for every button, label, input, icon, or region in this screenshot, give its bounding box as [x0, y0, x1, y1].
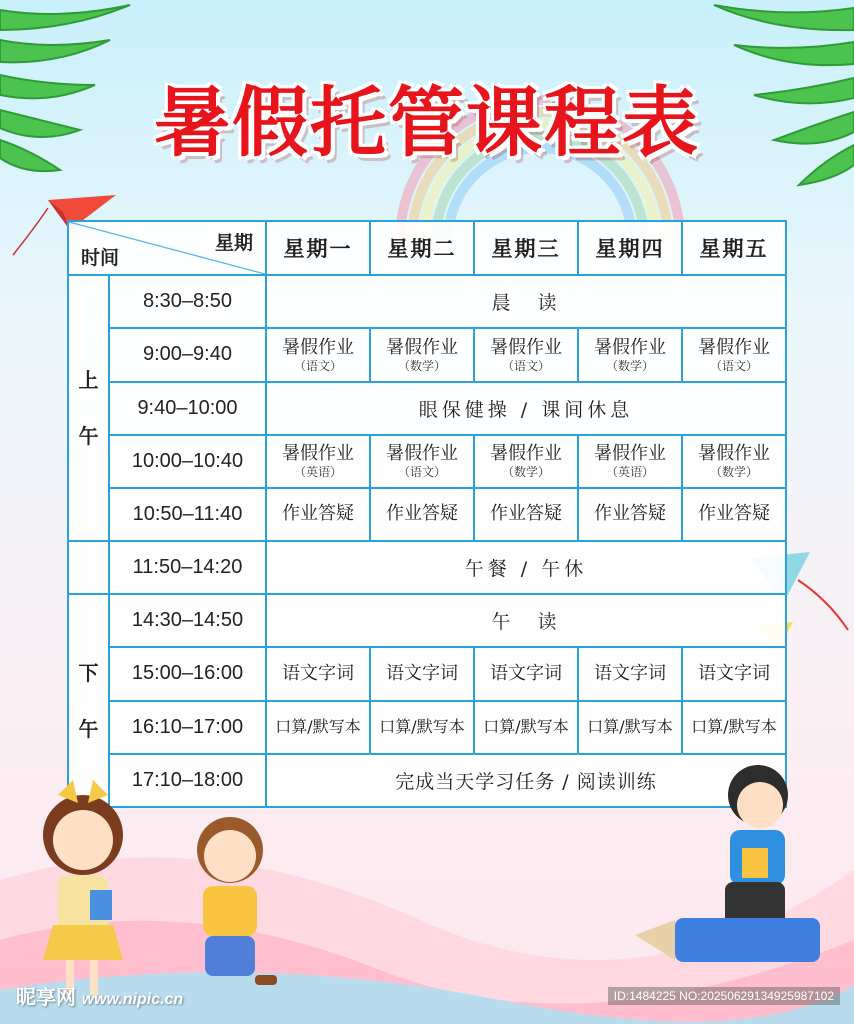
- corner-header-cell: [68, 221, 266, 275]
- full-activity-cell: 晨 读: [266, 275, 786, 328]
- table-row: [68, 488, 786, 541]
- course-name: 暑假作业: [282, 336, 354, 358]
- boy-jumping-illustration: [175, 800, 285, 1000]
- table-row: [68, 435, 786, 488]
- full-activity-cell: 眼保健操 / 课间休息: [266, 382, 786, 435]
- period-char: 午: [78, 424, 99, 449]
- course-subject: （数学）: [501, 465, 550, 480]
- course-cell: [266, 328, 370, 381]
- time-cell: 9:40–10:00: [109, 382, 266, 435]
- time-cell: 16:10–17:00: [109, 701, 266, 754]
- table-row: [68, 647, 786, 700]
- course-name: 暑假作业: [594, 336, 666, 358]
- day-header: 星期一: [266, 221, 370, 275]
- course-subject: （英语）: [605, 465, 654, 480]
- course-cell: 口算/默写本: [474, 701, 578, 754]
- course-cell: [474, 328, 578, 381]
- course-subject: （语文）: [293, 358, 342, 373]
- time-cell: 10:50–11:40: [109, 488, 266, 541]
- table-row: [68, 701, 786, 754]
- course-subject: （英语）: [293, 465, 342, 480]
- schedule-table: [67, 220, 787, 808]
- course-name: 暑假作业: [594, 443, 666, 465]
- day-header: 星期二: [370, 221, 474, 275]
- watermark-url: www.nipic.cn: [81, 991, 184, 1008]
- table-row: [68, 541, 786, 594]
- header-row: [68, 221, 786, 275]
- course-subject: （语文）: [501, 358, 550, 373]
- empty-period-cell: [68, 541, 109, 594]
- course-cell: 作业答疑: [370, 488, 474, 541]
- course-cell: 作业答疑: [266, 488, 370, 541]
- course-subject: （语文）: [397, 465, 446, 480]
- table-row: [68, 382, 786, 435]
- course-cell: 作业答疑: [474, 488, 578, 541]
- time-cell: 8:30–8:50: [109, 275, 266, 328]
- course-cell: 作业答疑: [578, 488, 682, 541]
- course-cell: 口算/默写本: [266, 701, 370, 754]
- full-activity-cell: 午餐 / 午休: [266, 541, 786, 594]
- course-cell: 语文字词: [370, 647, 474, 700]
- course-cell: [266, 435, 370, 488]
- time-cell: 14:30–14:50: [109, 594, 266, 647]
- full-activity-cell: 完成当天学习任务 / 阅读训练: [266, 754, 786, 807]
- course-subject: （语文）: [709, 358, 758, 373]
- period-char: 上: [78, 368, 99, 393]
- course-cell: 作业答疑: [682, 488, 786, 541]
- time-cell: 17:10–18:00: [109, 754, 266, 807]
- time-cell: 9:00–9:40: [109, 328, 266, 381]
- course-subject: （数学）: [605, 358, 654, 373]
- table-row: [68, 594, 786, 647]
- course-subject: （数学）: [397, 358, 446, 373]
- period-morning-label: [68, 275, 109, 541]
- day-header: 星期四: [578, 221, 682, 275]
- course-cell: [682, 435, 786, 488]
- course-cell: [578, 435, 682, 488]
- table-row: [68, 328, 786, 381]
- time-cell: 15:00–16:00: [109, 647, 266, 700]
- course-cell: 口算/默写本: [682, 701, 786, 754]
- page-title: 暑假托管课程表: [154, 78, 700, 167]
- corner-week-label: 星期: [214, 232, 253, 254]
- image-id-label: ID:1484225 NO:20250629134925987102: [608, 987, 840, 1005]
- corner-time-label: 时间: [81, 247, 120, 270]
- course-subject: （数学）: [709, 465, 758, 480]
- course-name: 暑假作业: [698, 443, 770, 465]
- period-char: 下: [78, 660, 99, 685]
- period-char: 午: [78, 716, 99, 741]
- course-name: 暑假作业: [282, 443, 354, 465]
- course-cell: [578, 328, 682, 381]
- course-cell: 口算/默写本: [578, 701, 682, 754]
- time-cell: 11:50–14:20: [109, 541, 266, 594]
- watermark-logo: [16, 981, 183, 1010]
- girl-illustration: [28, 775, 138, 1010]
- course-cell: 语文字词: [474, 647, 578, 700]
- time-cell: 10:00–10:40: [109, 435, 266, 488]
- table-row: [68, 275, 786, 328]
- course-name: 暑假作业: [490, 443, 562, 465]
- course-name: 暑假作业: [386, 443, 458, 465]
- course-name: 暑假作业: [490, 336, 562, 358]
- watermark-logo-text: 昵享网: [16, 987, 76, 1009]
- course-cell: 语文字词: [578, 647, 682, 700]
- course-cell: [370, 435, 474, 488]
- course-name: 暑假作业: [698, 336, 770, 358]
- day-header: 星期三: [474, 221, 578, 275]
- course-cell: 语文字词: [682, 647, 786, 700]
- course-cell: [474, 435, 578, 488]
- course-name: 暑假作业: [386, 336, 458, 358]
- course-cell: [370, 328, 474, 381]
- course-cell: 语文字词: [266, 647, 370, 700]
- day-header: 星期五: [682, 221, 786, 275]
- course-cell: 口算/默写本: [370, 701, 474, 754]
- course-cell: [682, 328, 786, 381]
- full-activity-cell: 午 读: [266, 594, 786, 647]
- boy-on-pencil-illustration: [630, 760, 830, 990]
